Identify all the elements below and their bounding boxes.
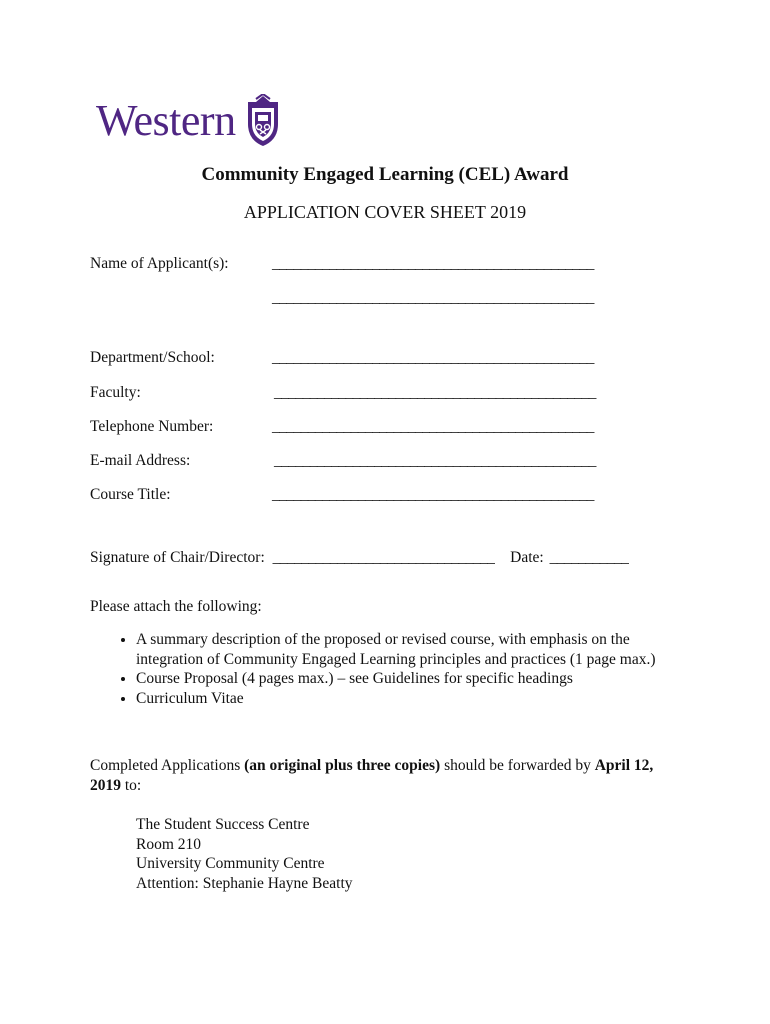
telephone-field[interactable]: _____________________________________________ xyxy=(272,418,594,435)
signature-field[interactable]: _______________________________ xyxy=(272,549,495,566)
department-field[interactable]: _____________________________________________ xyxy=(272,349,594,366)
mailing-address xyxy=(136,815,353,893)
submission-deadline: April 12, 2019 xyxy=(90,757,654,794)
department-label: Department/School: xyxy=(90,349,215,366)
date-field[interactable]: ___________ xyxy=(549,549,629,566)
page-title: Community Engaged Learning (CEL) Award xyxy=(201,164,569,185)
submission-text-2: should be forwarded by xyxy=(440,757,595,774)
course-title-field[interactable]: _____________________________________________ xyxy=(272,486,594,503)
list-item: • Course Proposal (4 pages max.) – see Guidelines for specific headings xyxy=(136,669,696,689)
page-subtitle: APPLICATION COVER SHEET 2019 xyxy=(243,202,527,222)
attachments-list xyxy=(112,630,696,708)
western-crest-icon xyxy=(242,94,284,148)
list-item: • Curriculum Vitae xyxy=(136,689,696,709)
date-label: Date: xyxy=(510,549,544,566)
submission-instructions xyxy=(90,756,680,795)
applicant-name-label: Name of Applicant(s): xyxy=(90,255,229,272)
address-line: Attention: Stephanie Hayne Beatty xyxy=(136,874,353,892)
address-line: University Community Centre xyxy=(136,855,325,872)
submission-text-1: Completed Applications xyxy=(90,757,245,774)
address-line: The Student Success Centre xyxy=(136,816,310,833)
applicant-name-field[interactable]: _____________________________________________ xyxy=(272,255,594,272)
signature-label: Signature of Chair/Director: xyxy=(90,549,265,566)
email-field[interactable]: _____________________________________________ xyxy=(274,452,596,469)
telephone-label: Telephone Number: xyxy=(90,418,214,435)
applicant-name-field-2[interactable]: _____________________________________________ xyxy=(272,289,594,306)
course-title-label: Course Title: xyxy=(90,486,171,503)
submission-text-3: to: xyxy=(121,776,142,794)
logo-wordmark: Western xyxy=(96,96,236,145)
faculty-label: Faculty: xyxy=(90,384,141,401)
submission-copies: (an original plus three copies) xyxy=(244,757,441,774)
signature-row xyxy=(90,549,628,567)
western-logo xyxy=(96,93,284,149)
attachments-intro: Please attach the following: xyxy=(90,598,262,615)
faculty-field[interactable]: _____________________________________________ xyxy=(274,384,596,401)
list-item: • A summary description of the proposed or revised course, with emphasis on the integration of Community Engaged Learning principles and practices (1 page max.) xyxy=(136,630,696,669)
address-line: Room 210 xyxy=(136,835,202,853)
email-label: E-mail Address: xyxy=(90,452,191,469)
